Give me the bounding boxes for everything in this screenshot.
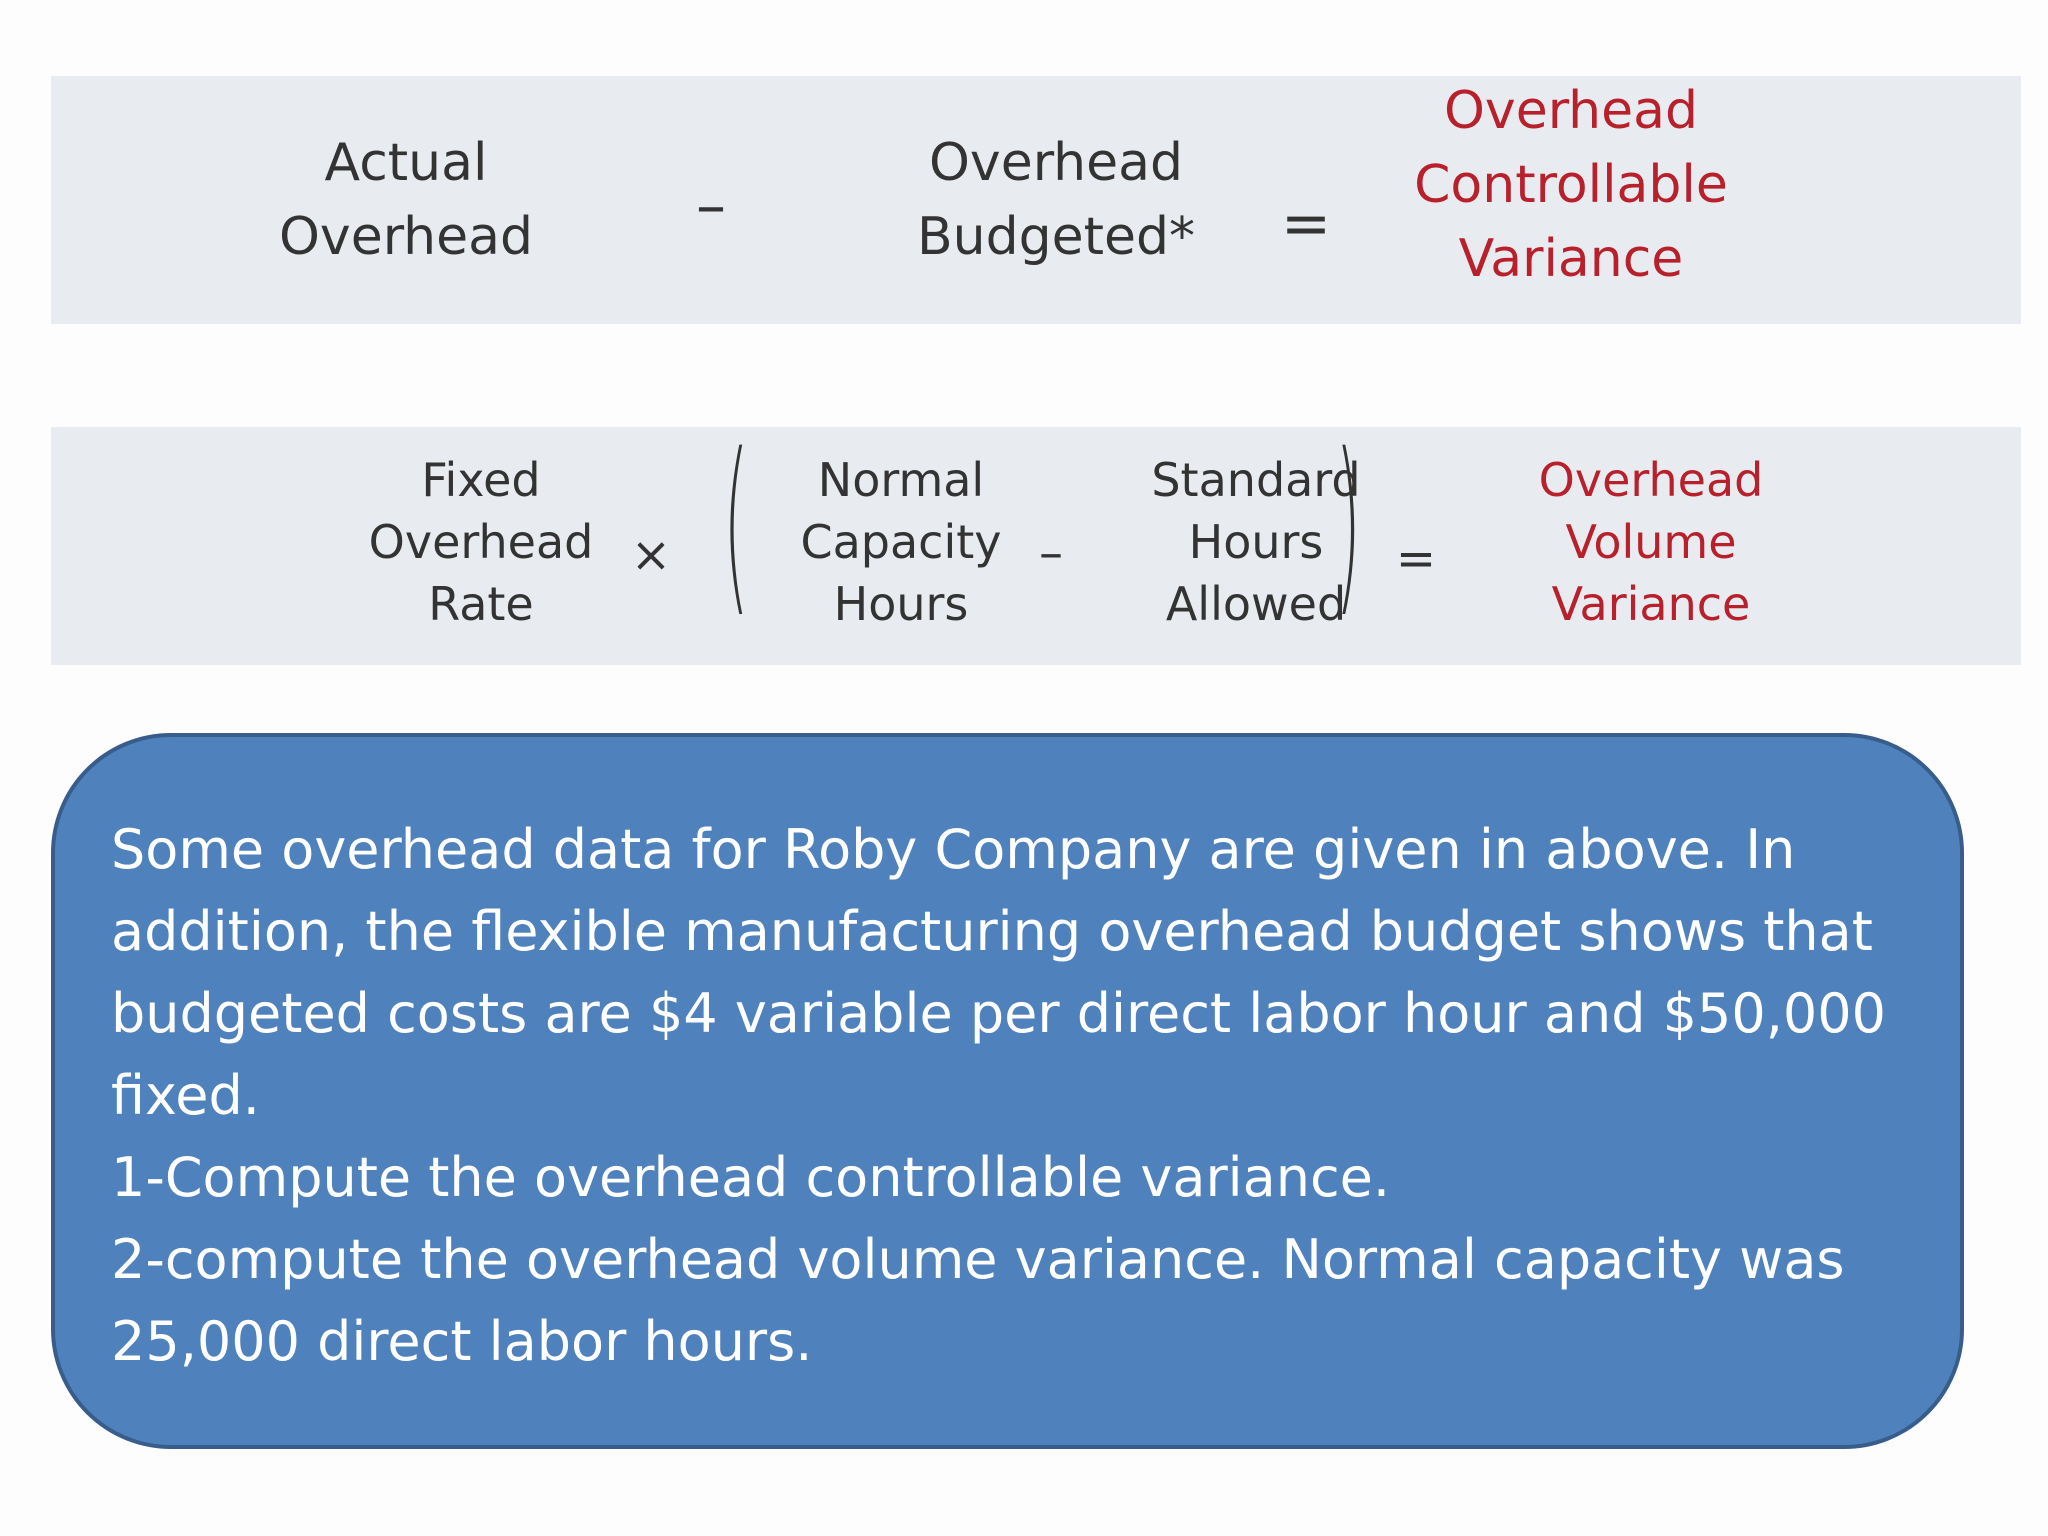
question-2: 2-compute the overhead volume variance. Normal capacity was 25,000 direct labor hours. <box>111 1228 1845 1373</box>
controllable-variance-formula <box>51 76 2021 324</box>
question-1: 1-Compute the overhead controllable variance. <box>111 1146 1391 1209</box>
problem-intro: Some overhead data for Roby Company are given in above. In addition, the flexible manufacturing overhead budget shows that budgeted costs are $4 variable per direct labor hour and $50,000 fixed. <box>111 818 1886 1127</box>
close-parenthesis: ) <box>1335 413 1362 634</box>
times-operator: × <box>630 527 672 583</box>
overhead-budgeted-term: Overhead Budgeted* <box>916 133 1196 267</box>
equals-operator: = <box>1280 189 1332 259</box>
equals-operator: = <box>1395 531 1437 587</box>
open-parenthesis: ( <box>723 413 750 634</box>
controllable-variance-result: Overhead Controllable Variance <box>1414 81 1728 289</box>
problem-statement-box <box>51 733 1964 1449</box>
normal-capacity-hours-term: Normal Capacity Hours <box>800 453 1002 631</box>
actual-overhead-term: Actual Overhead <box>279 133 533 267</box>
minus-operator: – <box>696 171 726 241</box>
volume-variance-formula <box>51 413 2021 665</box>
standard-hours-allowed-term: Standard Hours Allowed <box>1151 453 1361 631</box>
fixed-overhead-rate-term: Fixed Overhead Rate <box>368 453 594 631</box>
problem-text <box>111 809 1931 1383</box>
minus-operator: – <box>1039 525 1063 581</box>
volume-variance-result: Overhead Volume Variance <box>1538 453 1764 631</box>
